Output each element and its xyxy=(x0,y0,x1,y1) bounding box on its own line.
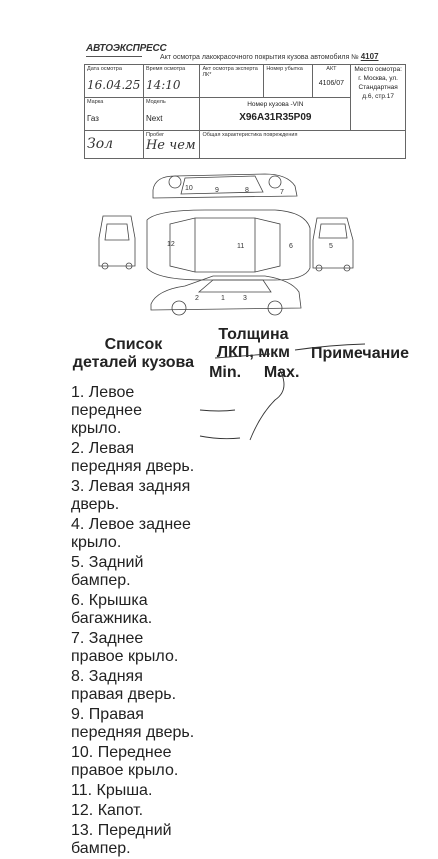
min-cell xyxy=(197,743,253,781)
brand-value: Газ xyxy=(87,114,99,123)
table-row xyxy=(70,705,410,743)
part-name-cell: 3. Левая задняя дверь. xyxy=(71,478,191,513)
date-value: 16.04.25 xyxy=(87,78,141,92)
diagram-number: 9 xyxy=(215,187,219,194)
expert-label: Акт осмотра эксперта ЛК* xyxy=(202,66,258,78)
time-label: Время осмотра xyxy=(145,66,186,72)
min-cell xyxy=(197,705,253,743)
table-row xyxy=(70,477,410,515)
model-value: Next xyxy=(145,114,163,123)
car-right-side-outline xyxy=(153,174,297,198)
document-title xyxy=(160,52,379,61)
part-name-cell: 6. Крышка багажника. xyxy=(71,592,153,627)
min-cell xyxy=(197,553,253,591)
diagram-number: 3 xyxy=(243,295,247,302)
date-label: Дата осмотра xyxy=(87,66,122,72)
vin-value: X96A31R35P09 xyxy=(239,112,312,123)
note-cell xyxy=(310,667,410,705)
max-cell xyxy=(253,553,310,591)
col-max-header: Max. xyxy=(263,364,300,381)
place-value: г. Москва, ул. Стандартная д.6, стр.17 xyxy=(358,75,398,100)
color-cell xyxy=(85,131,144,159)
max-cell xyxy=(253,743,310,781)
diagram-number: 1 xyxy=(221,295,225,302)
time-value: 14:10 xyxy=(145,78,181,92)
min-cell xyxy=(197,821,253,859)
diagram-number: 5 xyxy=(329,243,333,250)
min-cell xyxy=(197,801,253,821)
damage-cell xyxy=(200,131,406,159)
table-row xyxy=(70,591,410,629)
note-cell xyxy=(310,629,410,667)
note-cell xyxy=(310,515,410,553)
car-front-outline xyxy=(99,216,135,266)
col-list-header: Список деталей кузова xyxy=(72,336,195,371)
company-logo: АВТОЭКСПРЕСС xyxy=(86,43,167,54)
act-cell xyxy=(312,65,351,98)
part-name-cell: 2. Левая передняя дверь. xyxy=(71,440,195,475)
diagram-number: 2 xyxy=(195,295,199,302)
place-cell xyxy=(351,65,406,131)
mileage-value: Не чем xyxy=(145,138,196,153)
logo-underline xyxy=(86,56,142,57)
col-min-header: Min. xyxy=(209,364,242,381)
max-cell xyxy=(253,477,310,515)
max-cell xyxy=(253,515,310,553)
note-cell xyxy=(310,801,410,821)
diagram-number: 8 xyxy=(245,187,249,194)
note-cell xyxy=(310,591,410,629)
loss-cell xyxy=(264,65,312,98)
mileage-label: Пробег xyxy=(145,132,165,138)
table-row xyxy=(70,629,410,667)
part-name-cell: 4. Левое заднее крыло. xyxy=(71,516,191,551)
vin-label: Номер кузова -VIN xyxy=(247,101,304,108)
color-value: Зол xyxy=(87,136,114,152)
damage-label: Общая характеристика повреждения xyxy=(202,132,298,138)
part-name-cell: 8. Задняя правая дверь. xyxy=(71,668,177,703)
max-cell xyxy=(253,629,310,667)
part-name-cell: 11. Крыша. xyxy=(71,782,153,799)
min-cell xyxy=(197,629,253,667)
car-left-side-outline xyxy=(151,276,301,310)
diagram-number: 12 xyxy=(167,241,175,248)
table-row xyxy=(70,515,410,553)
act-label: АКТ xyxy=(326,66,337,72)
wheel-icon xyxy=(269,176,281,188)
act-number: 4107 xyxy=(360,52,379,61)
inspection-info-table xyxy=(84,64,406,159)
wheel-icon xyxy=(172,301,186,315)
diagram-number: 10 xyxy=(185,185,193,192)
col-note-header: Примечание xyxy=(310,345,409,362)
table-row xyxy=(70,743,410,781)
note-cell xyxy=(310,477,410,515)
time-cell xyxy=(143,65,199,98)
note-cell xyxy=(310,743,410,781)
wheel-icon xyxy=(169,176,181,188)
table-row xyxy=(70,821,410,859)
part-name-cell: 10. Переднее правое крыло. xyxy=(71,744,179,779)
part-name-cell: 12. Капот. xyxy=(71,802,144,819)
table-row xyxy=(70,667,410,705)
car-body-diagram xyxy=(95,168,357,318)
max-cell xyxy=(253,705,310,743)
table-row xyxy=(70,781,410,801)
min-cell xyxy=(197,667,253,705)
min-cell xyxy=(197,477,253,515)
part-name-cell: 9. Правая передняя дверь. xyxy=(71,706,195,741)
date-cell xyxy=(85,65,144,98)
min-cell xyxy=(197,515,253,553)
mileage-cell xyxy=(143,131,199,159)
note-cell xyxy=(310,705,410,743)
max-cell xyxy=(253,801,310,821)
brand-label: Марка xyxy=(87,99,104,105)
min-cell xyxy=(197,591,253,629)
expert-cell xyxy=(200,65,264,98)
note-cell xyxy=(310,781,410,801)
handwritten-strike-marks xyxy=(180,330,370,460)
part-name-cell: 1. Левое переднее крыло. xyxy=(71,384,142,437)
note-cell xyxy=(310,821,410,859)
act-value: 4106/07 xyxy=(318,80,345,87)
diagram-number: 6 xyxy=(289,243,293,250)
max-cell xyxy=(253,591,310,629)
diagram-number: 7 xyxy=(280,189,284,196)
table-row xyxy=(70,553,410,591)
part-name-cell: 7. Заднее правое крыло. xyxy=(71,630,179,665)
col-thickness-header: Толщина ЛКП, мкм xyxy=(216,326,290,361)
note-cell xyxy=(310,553,410,591)
vin-cell xyxy=(200,98,351,131)
title-text: Акт осмотра лакокрасочного покрытия кузова автомобиля № xyxy=(160,54,359,61)
diagram-number: 11 xyxy=(237,243,245,250)
place-label: Место осмотра: xyxy=(354,66,402,73)
loss-label: Номер убытка xyxy=(266,66,303,72)
max-cell xyxy=(253,821,310,859)
car-rear-outline xyxy=(313,218,353,268)
min-cell xyxy=(197,781,253,801)
model-label: Модель xyxy=(145,99,166,105)
brand-cell xyxy=(85,98,144,131)
part-name-cell: 5. Задний бампер. xyxy=(71,554,144,589)
model-cell xyxy=(143,98,199,131)
part-name-cell: 13. Передний бампер. xyxy=(71,822,172,857)
max-cell xyxy=(253,667,310,705)
max-cell xyxy=(253,781,310,801)
table-row xyxy=(70,801,410,821)
